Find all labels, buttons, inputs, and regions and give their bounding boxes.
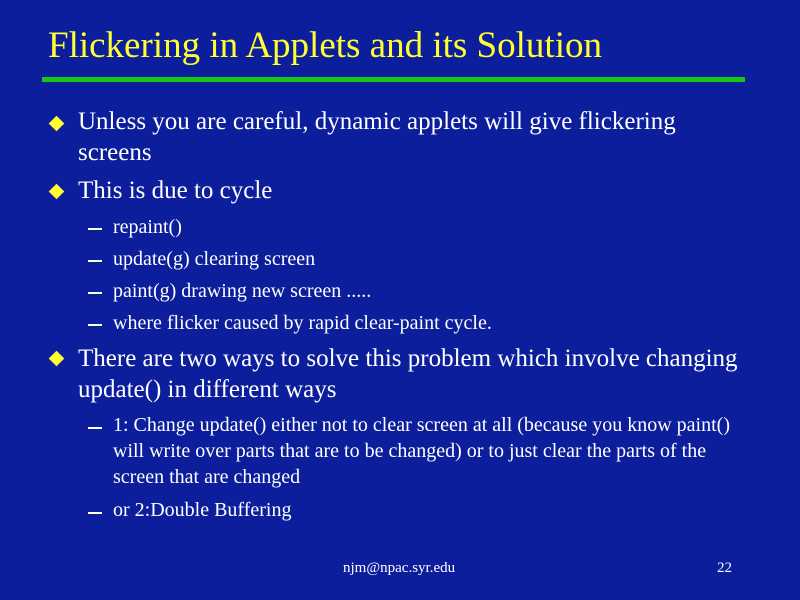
sub-bullet-item: repaint()	[113, 216, 182, 238]
dash-icon	[88, 427, 102, 429]
dash-icon	[88, 292, 102, 294]
title-underline	[42, 77, 745, 82]
dash-icon	[88, 228, 102, 230]
slide-title: Flickering in Applets and its Solution	[48, 25, 602, 66]
bullet-item: There are two ways to solve this problem which involve changing update() in different ways	[78, 345, 738, 403]
dash-icon	[88, 324, 102, 326]
sub-bullet-item: update(g) clearing screen	[113, 248, 316, 270]
dash-icon	[88, 512, 102, 514]
dash-icon	[88, 260, 102, 262]
sub-bullet-item: 1: Change update() either not to clear screen at all (because you know paint() will write over parts that are to be changed) or to just clear the parts of the screen that are changed	[113, 414, 730, 488]
bullet-item: Unless you are careful, dynamic applets will give flickering screens	[78, 108, 676, 166]
page-number: 22	[717, 560, 732, 576]
sub-bullet-item: where flicker caused by rapid clear-paint cycle.	[113, 312, 492, 334]
bullet-item: This is due to cycle	[78, 177, 273, 204]
sub-bullet-item: paint(g) drawing new screen .....	[113, 280, 372, 302]
footer-email: njm@npac.syr.edu	[343, 560, 456, 576]
bullet-diamond-icon	[49, 184, 65, 200]
bullet-diamond-icon	[49, 351, 65, 367]
sub-bullet-item: or 2:Double Buffering	[113, 499, 292, 521]
bullet-diamond-icon	[49, 116, 65, 132]
